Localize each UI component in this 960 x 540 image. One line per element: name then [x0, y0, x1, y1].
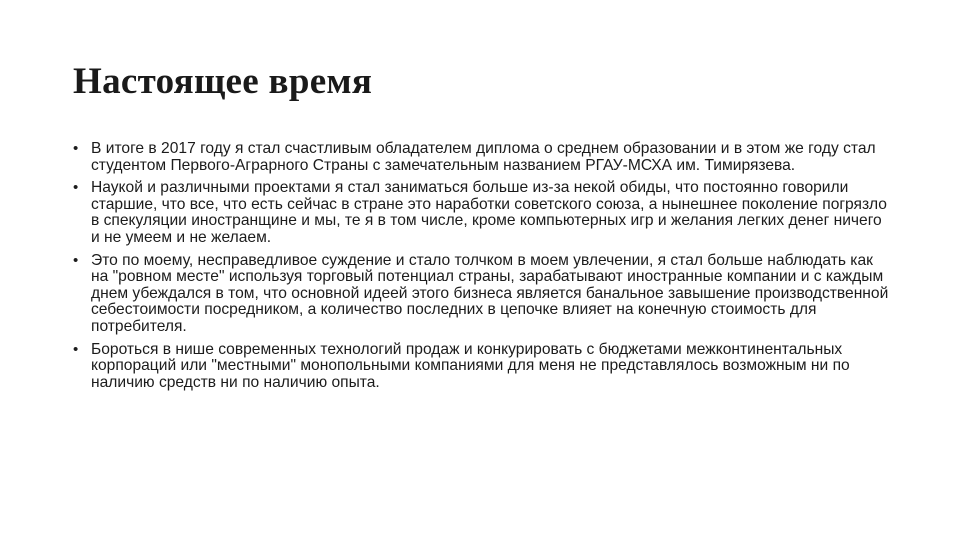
bullet-item: [73, 342, 893, 392]
bullet-item: [73, 141, 893, 174]
slide-title: Настоящее время: [73, 61, 373, 102]
bullet-text: Наукой и различными проектами я стал заниматься больше из-за некой обиды, что постоянно говорили старшие, что все, что есть сейчас в стране это наработки советского союза, а нынешнее поколение погрязло в спекуляции иностранщине и мы, те я в том числе, кроме компьютерных игр и желания легких денег ничего и не умеем и не желаем.: [91, 179, 887, 246]
bullet-text: Это по моему, несправедливое суждение и стало толчком в моем увлечении, я стал больше наблюдать как на "ровном месте" используя торговый потенциал страны, зарабатывают иностранные компании и с каждым днем убеждался в том, что основной идеей этого бизнеса является банальное завышение производственной себестоимости посредником, а количество последних в цепочке влияет на конечную стоимость для потребителя.: [91, 251, 889, 335]
bullet-dot: •: [73, 251, 79, 269]
bullet-text: В итоге в 2017 году я стал счастливым обладателем диплома о среднем образовании и в этом же году стал студентом Первого-Аграрного Страны с замечательным названием РГАУ-МСХА им. Тимирязева.: [91, 140, 876, 174]
bullet-text: Бороться в нише современных технологий продаж и конкурировать с бюджетами межконтинентальных корпораций или "местными" монопольными компаниями для меня не представлялось возможным ни по наличию средств ни по наличию опыта.: [91, 340, 850, 391]
bullet-dot: •: [73, 340, 79, 358]
bullet-item: [73, 253, 893, 336]
bullet-dot: •: [73, 179, 79, 197]
bullet-item: [73, 180, 893, 246]
bullet-list: [73, 141, 893, 397]
bullet-dot: •: [73, 140, 79, 157]
